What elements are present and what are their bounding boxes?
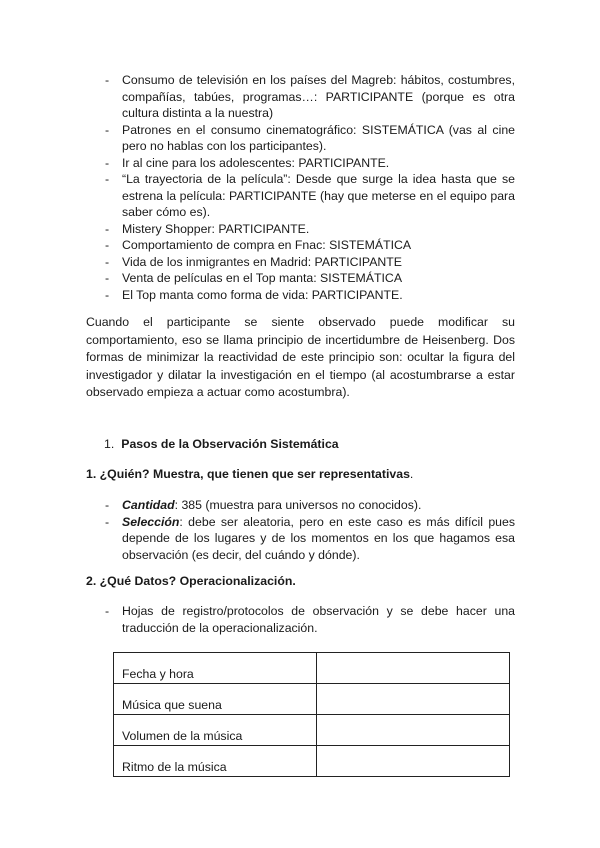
list-item: - Ir al cine para los adolescentes: PARTICIPANTE. bbox=[105, 155, 390, 170]
heisenberg-paragraph: Cuando el participante se siente observado puede modificar su comportamiento, eso se llama principio de incertidumbre de Heisenberg. Dos formas de minimizar la reactividad de este principio son: ocultar la figura del investigador y dilatar la investigación en el tiempo (al acostumbrarse a estar observado empieza a actuar como acostumbra). bbox=[86, 315, 515, 399]
table-cell bbox=[317, 684, 510, 715]
term: Cantidad bbox=[122, 498, 175, 512]
list-item: - Venta de películas en el Top manta: SISTEMÁTICA bbox=[105, 271, 403, 285]
what-heading: 2. ¿Qué Datos? Operacionalización. bbox=[86, 574, 296, 588]
what-list bbox=[105, 603, 515, 636]
table-cell: Música que suena bbox=[114, 684, 317, 715]
list-item: - Vida de los inmigrantes en Madrid: PARTICIPANTE bbox=[105, 254, 402, 269]
section-title: Pasos de la Observación Sistemática bbox=[121, 437, 339, 451]
table-cell: Fecha y hora bbox=[114, 653, 317, 684]
table-row bbox=[114, 746, 510, 777]
table-cell bbox=[317, 715, 510, 746]
table-cell: Ritmo de la música bbox=[114, 746, 317, 777]
list-item: - El Top manta como forma de vida: PARTICIPANTE. bbox=[105, 287, 403, 302]
register-table bbox=[113, 652, 510, 777]
list-item: - Patrones en el consumo cinematográfico: SISTEMÁTICA (vas al cine pero no hablas con los participantes). bbox=[105, 122, 515, 153]
table-row bbox=[114, 684, 510, 715]
list-item: - Mistery Shopper: PARTICIPANTE. bbox=[105, 221, 310, 236]
table-row bbox=[114, 715, 510, 746]
list-item: - Hojas de registro/protocolos de observación y se debe hacer una traducción de la operacionalización. bbox=[105, 604, 515, 635]
list-item: - Selección: debe ser aleatoria, pero en este caso es más difícil pues depende de los lugares y de los momentos en los que hagamos esa observación (es decir, del cuándo y dónde). bbox=[105, 514, 515, 562]
table-cell bbox=[317, 653, 510, 684]
observation-type-list bbox=[105, 72, 515, 303]
list-item: - “La trayectoria de la película”: Desde que surge la idea hasta que se estrena la película: PARTICIPANTE (hay que meterse en el equipo para saber cómo es). bbox=[105, 172, 515, 219]
list-item: - Consumo de televisión en los países del Magreb: hábitos, costumbres, compañías, tabúes, programas…: PARTICIPANTE (porque es otra cultura distinta a la nuestra) bbox=[105, 73, 515, 120]
table-cell bbox=[317, 746, 510, 777]
list-item: - Comportamiento de compra en Fnac: SISTEMÁTICA bbox=[105, 238, 412, 252]
section-heading bbox=[104, 437, 339, 451]
who-heading: 1. ¿Quién? Muestra, que tienen que ser representativas. bbox=[86, 467, 414, 481]
section-number: 1. bbox=[104, 437, 115, 451]
table-cell: Volumen de la música bbox=[114, 715, 317, 746]
who-list bbox=[105, 497, 515, 563]
list-item: - Cantidad: 385 (muestra para universos no conocidos). bbox=[105, 498, 422, 512]
table-row bbox=[114, 653, 510, 684]
term: Selección bbox=[122, 514, 180, 529]
